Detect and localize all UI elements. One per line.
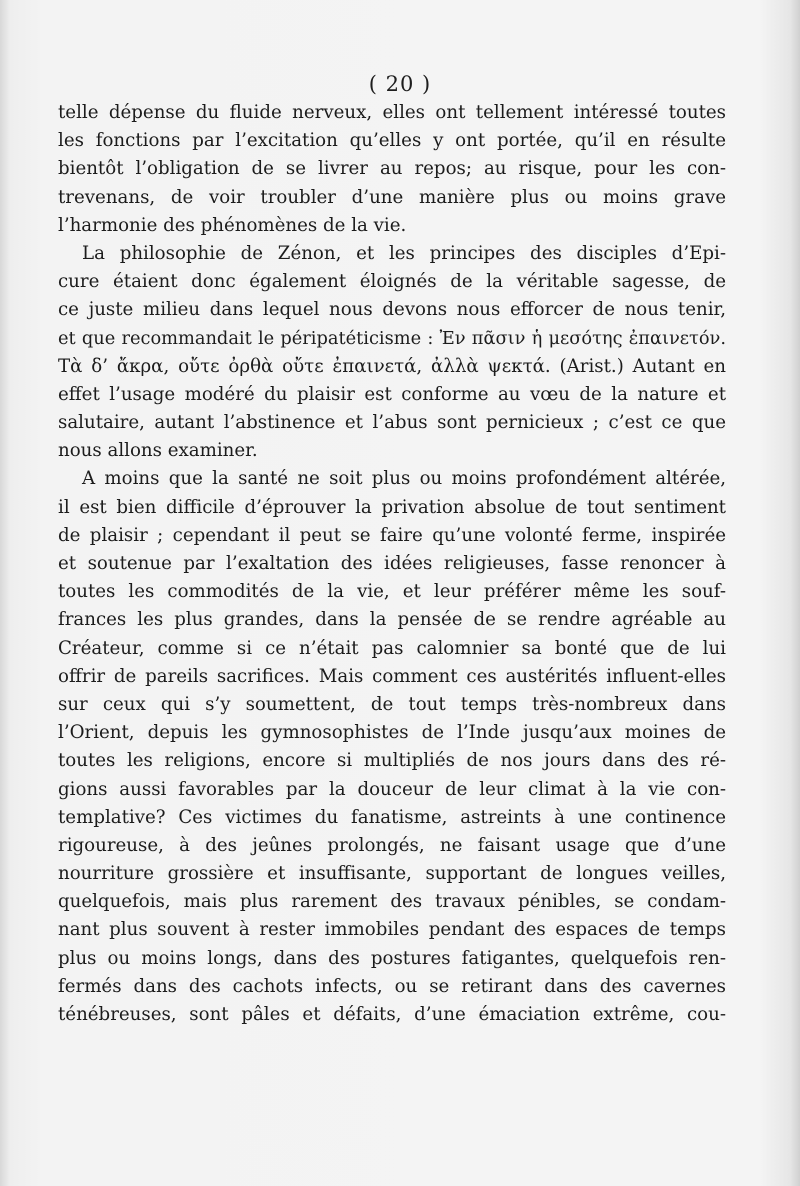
text-line: il est bien difficile d’éprouver la privation absolue de tout sentiment xyxy=(58,496,726,518)
text-line: Τὰ δ’ ἄκρα, οὔτε ὀρθὰ οὔτε ἐπαινετά, ἀλλὰ ψεκτά. (Arist.) Autant en xyxy=(58,355,726,377)
text-line: Créateur, comme si ce n’était pas calomnier sa bonté que de lui xyxy=(58,637,726,659)
text-line: offrir de pareils sacrifices. Mais comment ces austérités influent-elles xyxy=(58,665,726,687)
text-line: nourriture grossière et insuffisante, supportant de longues veilles, xyxy=(58,863,726,885)
text-line: ténébreuses, sont pâles et défaits, d’une émaciation extrême, cou- xyxy=(58,1004,726,1025)
text-line: A moins que la santé ne soit plus ou moins profondément altérée, xyxy=(82,468,726,490)
text-line: et soutenue par l’exaltation des idées religieuses, fasse renoncer à xyxy=(58,553,726,574)
text-line: effet l’usage modéré du plaisir est conforme au vœu de la nature et xyxy=(58,383,726,405)
text-line: cure étaient donc également éloignés de la véritable sagesse, de xyxy=(58,271,726,293)
page-number: ( 20 ) xyxy=(368,72,432,96)
text-line: telle dépense du fluide nerveux, elles ont tellement intéressé toutes xyxy=(58,102,726,123)
text-line: gions aussi favorables par la douceur de leur climat à la vie con- xyxy=(58,778,726,800)
text-line: plus ou moins longs, dans des postures fatigantes, quelquefois ren- xyxy=(58,947,726,969)
text-line: frances les plus grandes, dans la pensée de se rendre agréable au xyxy=(58,609,726,631)
text-line: trevenans, de voir troubler d’une manière plus ou moins grave xyxy=(58,186,726,208)
text-line: rigoureuse, à des jeûnes prolongés, ne faisant usage que d’une xyxy=(58,834,726,856)
text-line: toutes les commodités de la vie, et leur préférer même les souf- xyxy=(58,581,726,603)
text-line: nous allons examiner. xyxy=(58,440,258,462)
text-line: fermés dans des cachots infects, ou se retirant dans des cavernes xyxy=(58,975,726,997)
text-line: bientôt l’obligation de se livrer au repos; au risque, pour les con- xyxy=(58,158,726,180)
text-line: nant plus souvent à rester immobiles pendant des espaces de temps xyxy=(58,919,726,941)
text-line: sur ceux qui s’y soumettent, de tout temps très-nombreux dans xyxy=(58,693,726,715)
text-line: salutaire, autant l’abstinence et l’abus sont pernicieux ; c’est ce que xyxy=(58,412,726,434)
text-line: et que recommandait le péripatéticisme : Ἐν πᾶσιν ἡ μεσότης ἐπαινετόν. xyxy=(58,327,726,349)
text-line: l’harmonie des phénomènes de la vie. xyxy=(58,214,407,236)
text-line: de plaisir ; cependant il peut se faire qu’une volonté ferme, inspirée xyxy=(58,524,726,546)
text-line: templative? Ces victimes du fanatisme, astreints à une continence xyxy=(58,806,726,828)
text-line: l’Orient, depuis les gymnosophistes de l’Inde jusqu’aux moines de xyxy=(58,722,726,744)
text-line: toutes les religions, encore si multipliés de nos jours dans des ré- xyxy=(58,750,726,772)
text-line: les fonctions par l’excitation qu’elles y ont portée, qu’il en résulte xyxy=(58,130,726,152)
text-line: La philosophie de Zénon, et les principes des disciples d’Epi- xyxy=(82,242,726,264)
text-line: quelquefois, mais plus rarement des travaux pénibles, se condam- xyxy=(58,891,726,913)
body-text xyxy=(58,99,726,1029)
text-line: ce juste milieu dans lequel nous devons nous efforcer de nous tenir, xyxy=(58,299,726,321)
